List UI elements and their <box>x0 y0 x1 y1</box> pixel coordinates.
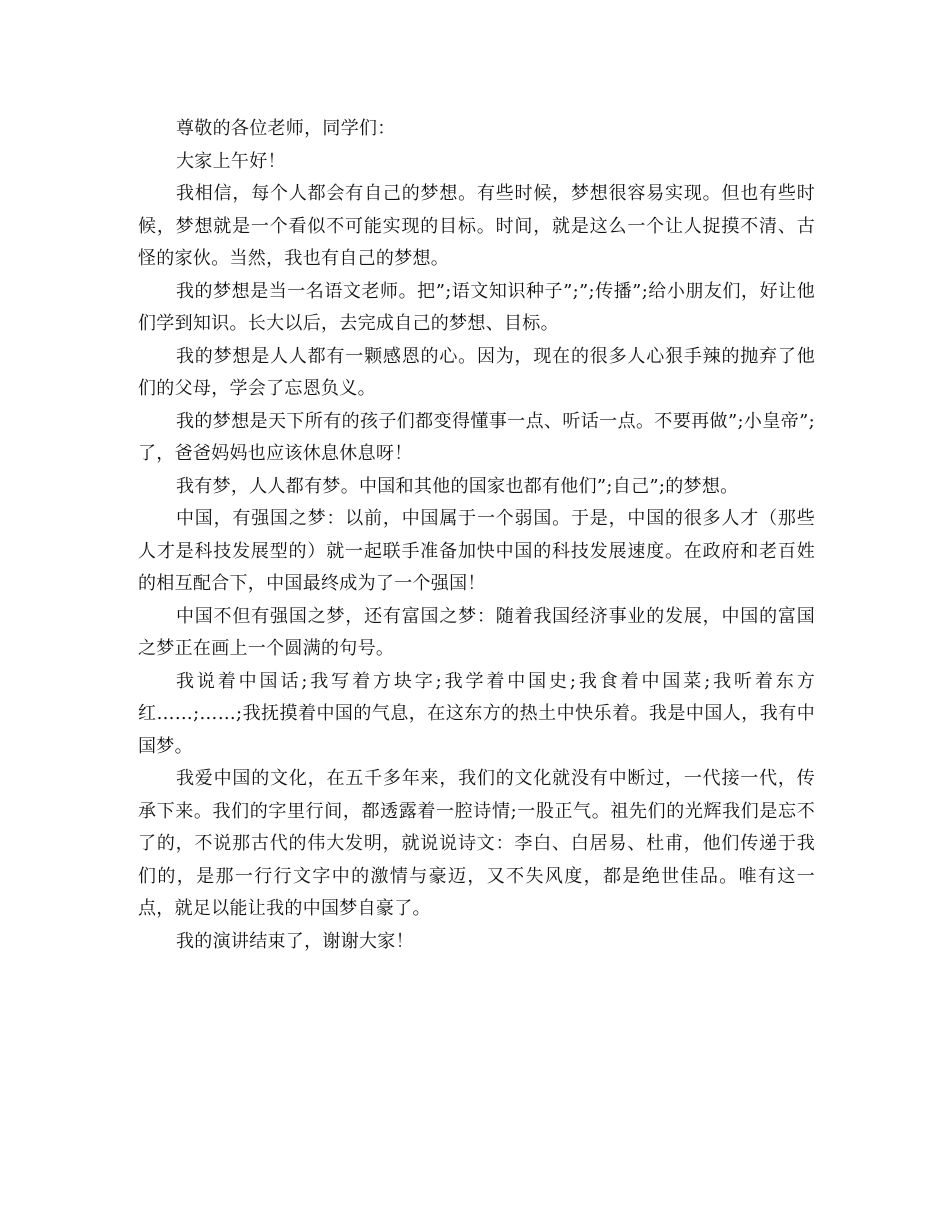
paragraph: 我爱中国的文化，在五千多年来，我们的文化就没有中断过，一代接一代，传承下来。我们的字里行间，都透露着一腔诗情;一股正气。祖先们的光辉我们是忘不了的，不说那古代的伟大发明，就说说诗文：李白、白居易、杜甫，他们传递于我们的，是那一行行文字中的激情与豪迈，又不失风度，都是绝世佳品。唯有这一点，就足以能让我的中国梦自豪了。 <box>138 768 815 919</box>
greeting: 大家上午好！ <box>176 150 286 172</box>
paragraph: 中国不但有强国之梦，还有富国之梦：随着我国经济事业的发展，中国的富国之梦正在画上一个圆满的句号。 <box>138 605 815 659</box>
speech-body <box>138 113 815 958</box>
paragraph: 我的梦想是天下所有的孩子们都变得懂事一点、听话一点。不要再做”;小皇帝”;了，爸爸妈妈也应该休息休息呀！ <box>138 410 815 464</box>
salutation: 尊敬的各位老师，同学们： <box>176 118 396 139</box>
paragraph: 我的梦想是人人都有一颗感恩的心。因为，现在的很多人心狠手辣的抛弃了他们的父母，学会了忘恩负义。 <box>138 345 815 399</box>
paragraph: 我相信，每个人都会有自己的梦想。有些时候，梦想很容易实现。但也有些时候，梦想就是一个看似不可能实现的目标。时间，就是这么一个让人捉摸不清、古怪的家伙。当然，我也有自己的梦想。 <box>138 183 815 269</box>
paragraph: 中国，有强国之梦：以前，中国属于一个弱国。于是，中国的很多人才（那些人才是科技发展型的）就一起联手准备加快中国的科技发展速度。在政府和老百姓的相互配合下，中国最终成为了一个强国！ <box>138 508 815 594</box>
closing: 我的演讲结束了，谢谢大家！ <box>176 930 414 952</box>
paragraph: 我的梦想是当一名语文老师。把”;语文知识种子”;”;传播”;给小朋友们，好让他们学到知识。长大以后，去完成自己的梦想、目标。 <box>138 280 815 334</box>
paragraph: 我有梦，人人都有梦。中国和其他的国家也都有他们”;自己”;的梦想。 <box>176 475 739 497</box>
paragraph: 我说着中国话;我写着方块字;我学着中国史;我食着中国菜;我听着东方红……;……;我抚摸着中国的气息，在这东方的热土中快乐着。我是中国人，我有中国梦。 <box>138 670 815 757</box>
